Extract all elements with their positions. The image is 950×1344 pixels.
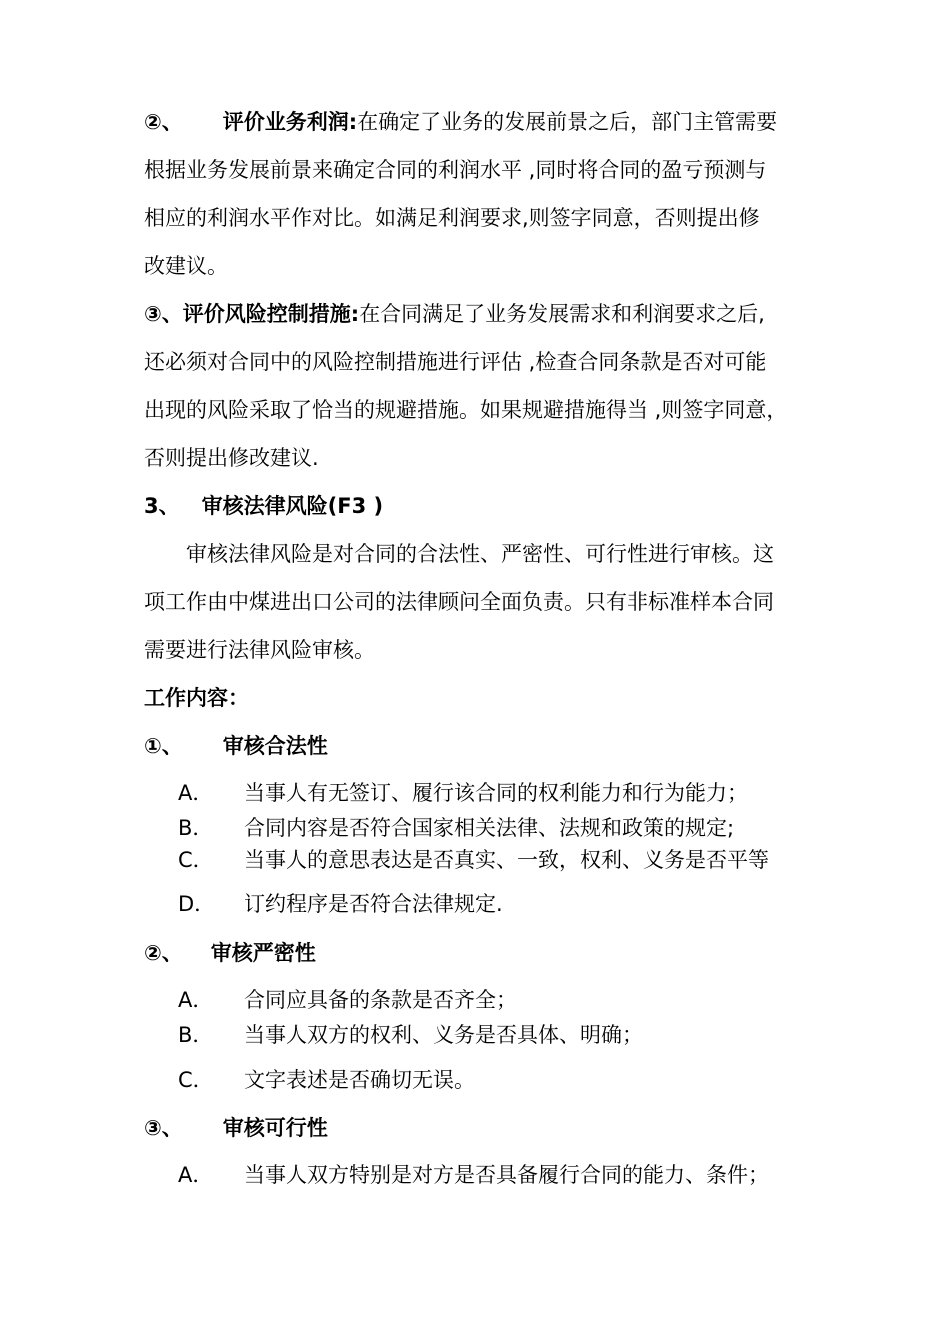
intro-line-1: 审核法律风险是对合同的合法性、严密性、可行性进行审核。这 — [186, 542, 774, 566]
list-item-text: 订约程序是否符合法律规定. — [244, 892, 503, 916]
rigor-title: 审核严密性 — [210, 941, 316, 965]
list-item-text: 文字表述是否确切无误。 — [244, 1068, 475, 1092]
section2-line-3: 相应的利润水平作对比。如满足利润要求,则签字同意，否则提出修 — [144, 206, 760, 230]
intro-line-3: 需要进行法律风险审核。 — [144, 638, 375, 662]
section3-line-4: 否则提出修改建议. — [144, 446, 319, 470]
list-item-text: 当事人有无签订、履行该合同的权利能力和行为能力； — [244, 781, 748, 805]
work-content-label: 工作内容： — [144, 686, 249, 710]
section2-text-1: 在确定了业务的发展前景之后，部门主管需要 — [357, 110, 778, 134]
legality-heading — [144, 731, 328, 761]
list-item-text: 合同应具备的条款是否齐全； — [244, 988, 517, 1012]
intro-line-2: 项工作由中煤进出口公司的法律顾问全面负责。只有非标准样本合同 — [144, 590, 774, 614]
list-item-letter: D． — [178, 892, 216, 916]
feasibility-heading — [144, 1113, 328, 1143]
list-item-text: 当事人双方特别是对方是否具备履行合同的能力、条件； — [244, 1163, 769, 1187]
section2-line-1 — [144, 107, 777, 137]
section3-line-1 — [144, 299, 765, 329]
list-item-text: 当事人的意思表达是否真实、一致，权利、义务是否平等 — [244, 848, 769, 872]
heading-title: 审核法律风险(F3 ) — [201, 494, 384, 518]
rigor-marker: ②、 — [144, 941, 183, 965]
list-item-letter: B． — [178, 816, 214, 840]
list-item-letter: A． — [178, 1163, 214, 1187]
section2-title: 评价业务利润: — [222, 110, 358, 134]
section3-line-3: 出现的风险采取了恰当的规避措施。如果规避措施得当 ,则签字同意， — [144, 398, 788, 422]
section3-line-2: 还必须对合同中的风险控制措施进行评估 ,检查合同条款是否对可能 — [144, 350, 767, 374]
list-item-letter: C． — [178, 848, 214, 872]
list-item-text: 合同内容是否符合国家相关法律、法规和政策的规定; — [244, 816, 735, 840]
legality-marker: ①、 — [144, 734, 183, 758]
list-item-letter: A． — [178, 781, 214, 805]
section2-line-2: 根据业务发展前景来确定合同的利润水平 ,同时将合同的盈亏预测与 — [144, 158, 767, 182]
section3-marker: ③、 — [144, 302, 183, 326]
section3-title: 评价风险控制措施: — [182, 302, 360, 326]
rigor-heading — [144, 938, 316, 968]
list-item-letter: B． — [178, 1023, 214, 1047]
section2-marker: ②、 — [144, 110, 183, 134]
feasibility-marker: ③、 — [144, 1116, 183, 1140]
section3-text-1: 在合同满足了业务发展需求和利润要求之后, — [359, 302, 765, 326]
list-item-text: 当事人双方的权利、义务是否具体、明确； — [244, 1023, 643, 1047]
feasibility-title: 审核可行性 — [222, 1116, 328, 1140]
list-item-letter: A． — [178, 988, 214, 1012]
heading-legal-risk — [144, 491, 383, 521]
legality-title: 审核合法性 — [222, 734, 328, 758]
list-item-letter: C． — [178, 1068, 214, 1092]
heading-number: 3、 — [144, 494, 180, 518]
section2-line-4: 改建议。 — [144, 254, 228, 278]
